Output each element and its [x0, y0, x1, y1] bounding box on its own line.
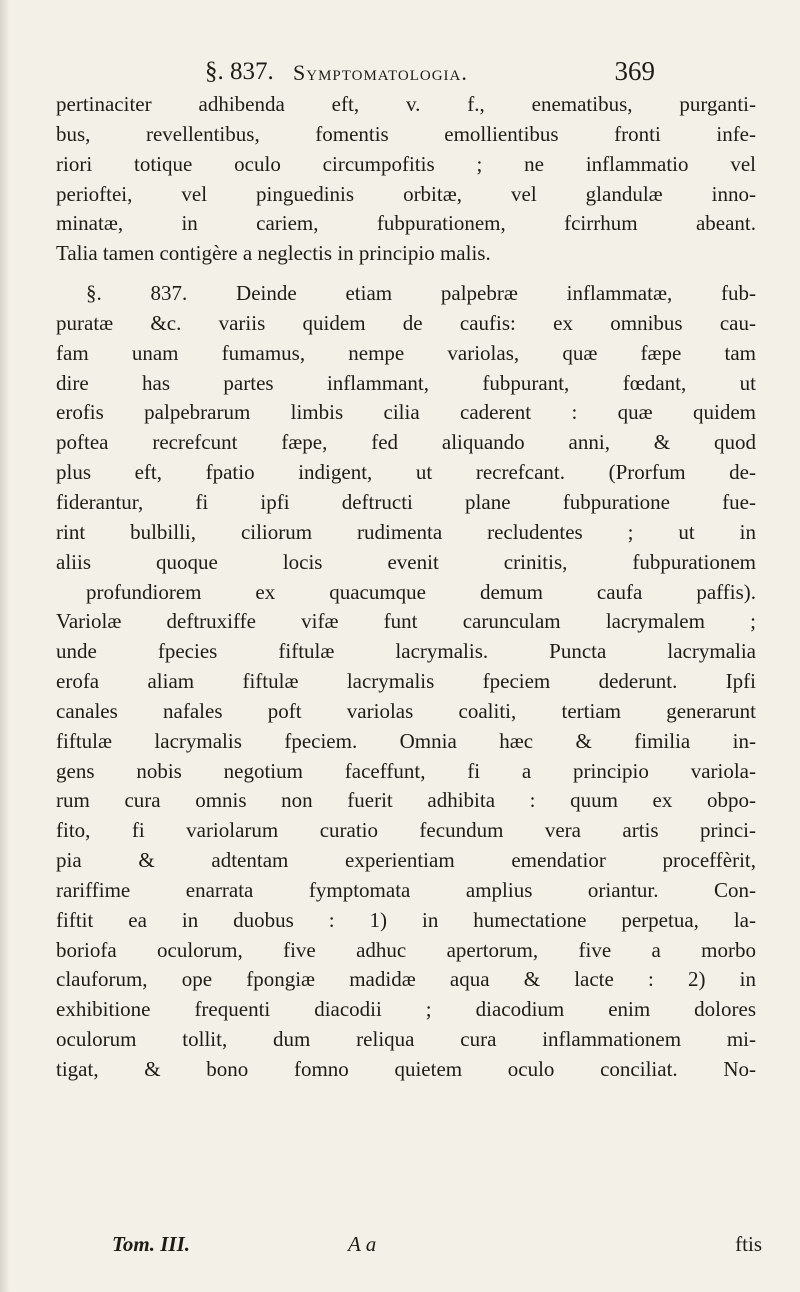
text-line: gens nobis negotium faceffunt, fi a principio variola- [56, 758, 756, 783]
text-line: exhibitione frequenti diacodii ; diacodium enim dolores [56, 997, 756, 1022]
text-line: fiftit ea in duobus : 1) in humectatione perpetua, la- [56, 907, 756, 932]
text-line: boriofa oculorum, five adhuc apertorum, five a morbo [56, 937, 756, 962]
text-line: Talia tamen contigère a neglectis in principio malis. [56, 241, 491, 266]
page-edge-shadow [0, 0, 10, 1292]
text-line: unde fpecies fiftulæ lacrymalis. Puncta lacrymalia [56, 639, 756, 664]
text-line: rint bulbilli, ciliorum rudimenta recludentes ; ut in [56, 519, 756, 544]
text-line: perioftei, vel pinguedinis orbitæ, vel glandulæ inno- [56, 181, 756, 206]
text-line: rariffime enarrata fymptomata amplius oriantur. Con- [56, 877, 756, 902]
catchword: ftis [735, 1232, 762, 1256]
running-head [205, 52, 655, 92]
text-line: erofa aliam fiftulæ lacrymalis fpeciem dederunt. Ipfi [56, 669, 756, 694]
text-line: rum cura omnis non fuerit adhibita : quum ex obpo- [56, 788, 756, 813]
text-line: aliis quoque locis evenit crinitis, fubpurationem [56, 549, 756, 574]
text-line: puratæ &c. variis quidem de caufis: ex omnibus cau- [56, 310, 756, 335]
text-line: pia & adtentam experientiam emendatior proceffèrit, [56, 848, 756, 873]
text-line: plus eft, fpatio indigent, ut recrefcant. (Prorfum de- [56, 460, 756, 485]
text-line: dire has partes inflammant, fubpurant, fœdant, ut [56, 370, 756, 395]
text-line: poftea recrefcunt fæpe, fed aliquando anni, & quod [56, 430, 756, 455]
section-heading-line: §. 837. Deinde etiam palpebræ inflammatæ, fub- [86, 281, 756, 306]
text-line: fam unam fumamus, nempe variolas, quæ fæpe tam [56, 340, 756, 365]
text-line: fito, fi variolarum curatio fecundum vera artis princi- [56, 818, 756, 843]
text-line: tigat, & bono fomno quietem oculo conciliat. No- [56, 1057, 756, 1081]
text-line: pertinaciter adhibenda eft, v. f., enematibus, purganti- [56, 92, 756, 116]
text-line: fiderantur, fi ipfi deftructi plane fubpuratione fue- [56, 489, 756, 514]
page-number: 369 [614, 56, 655, 86]
text-line: Variolæ deftruxiffe vifæ funt carunculam lacrymalem ; [56, 609, 756, 634]
text-line: profundiorem ex quacumque demum caufa paffis). [86, 579, 756, 604]
text-line: clauforum, ope fpongiæ madidæ aqua & lacte : 2) in [56, 967, 756, 992]
text-line: minatæ, in cariem, fubpurationem, fcirrhum abeant. [56, 211, 756, 236]
text-line: oculorum tollit, dum reliqua cura inflammationem mi- [56, 1027, 756, 1052]
page-footer [112, 1232, 762, 1262]
text-line: riori totique oculo circumpofitis ; ne inflammatio vel [56, 151, 756, 176]
signature-mark: A a [348, 1232, 377, 1256]
text-line: erofis palpebrarum limbis cilia caderent : quæ quidem [56, 400, 756, 425]
running-head-section: §. 837. [205, 58, 274, 85]
body-text [56, 90, 756, 1085]
text-line: canales nafales poft variolas coaliti, tertiam generarunt [56, 698, 756, 723]
volume-label: Tom. III. [112, 1232, 191, 1256]
running-head-title: Symptomatologia. [293, 60, 468, 85]
text-line: bus, revellentibus, fomentis emollientibus fronti infe- [56, 121, 756, 146]
text-line: fiftulæ lacrymalis fpeciem. Omnia hæc & fimilia in- [56, 728, 756, 753]
